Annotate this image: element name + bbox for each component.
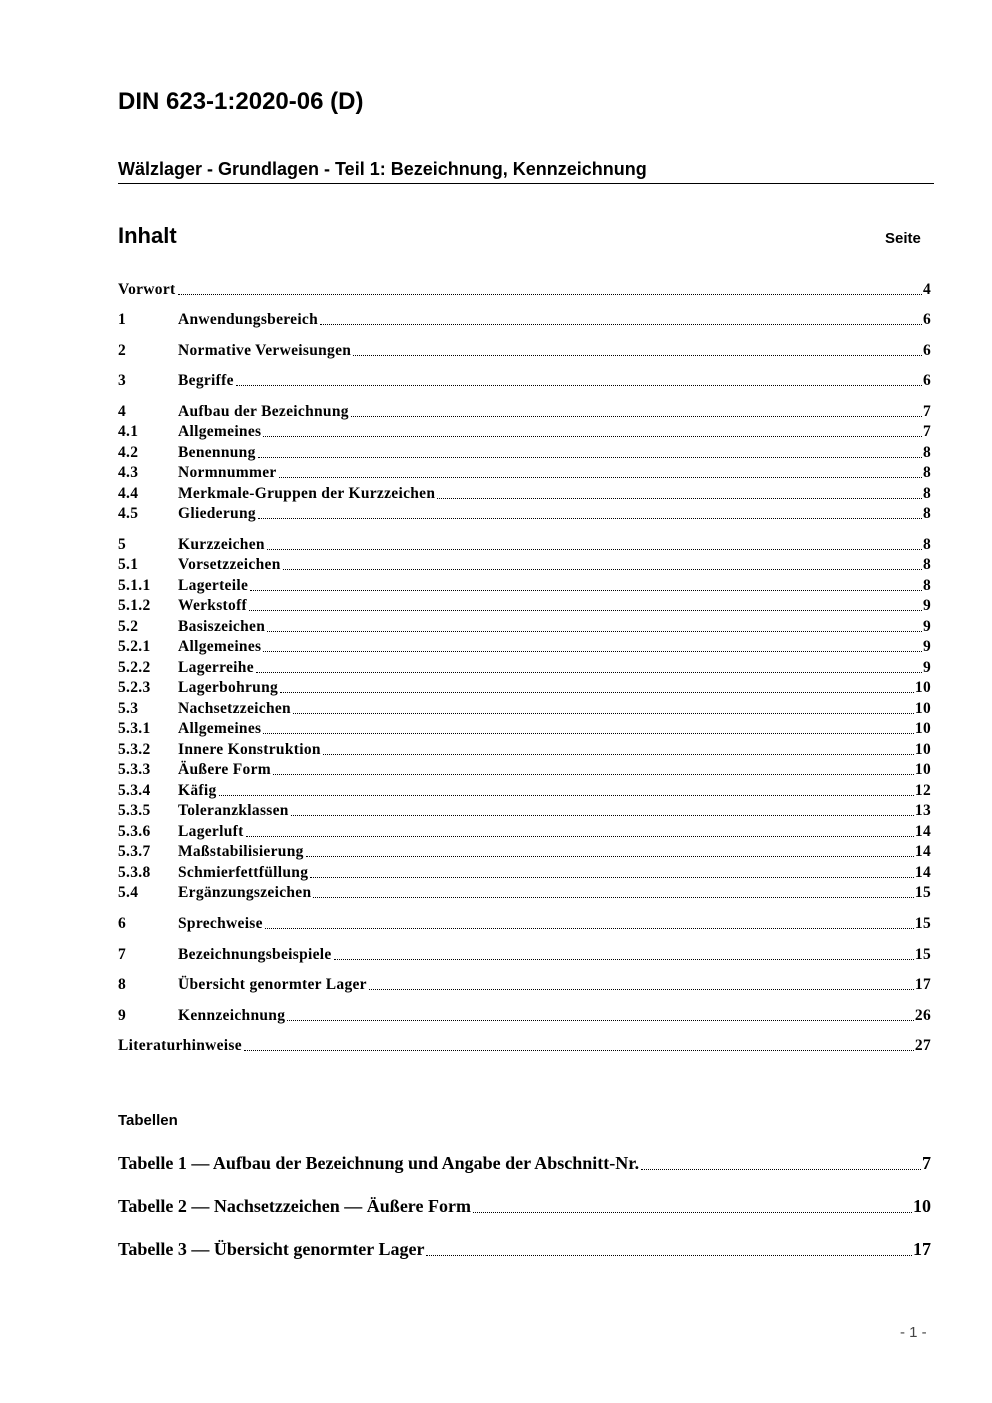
- toc-leader-dots: [291, 815, 914, 816]
- toc-entry-number: 5.3.3: [118, 761, 151, 778]
- toc-entry-page: 26: [914, 1007, 931, 1024]
- toc-leader-dots: [279, 477, 922, 478]
- toc-entry-label: Allgemeines: [178, 638, 262, 655]
- toc-entry-label: Vorsetzzeichen: [178, 556, 281, 573]
- toc-entry-label: Ergänzungszeichen: [178, 884, 312, 901]
- toc-entry-page: 8: [922, 556, 931, 573]
- toc-entry-label: Gliederung: [178, 505, 256, 522]
- toc-leader-dots: [263, 651, 922, 652]
- toc-entry-label: Allgemeines: [178, 720, 262, 737]
- toc-entry-number: 4.4: [118, 485, 139, 502]
- toc-entry-number: 4: [118, 403, 127, 420]
- toc-entry-label: Werkstoff: [178, 597, 247, 614]
- toc-entry-label: Übersicht genormter Lager: [178, 976, 367, 993]
- document-title: DIN 623-1:2020-06 (D): [118, 88, 364, 115]
- toc-leader-dots: [426, 1255, 912, 1256]
- toc-leader-dots: [256, 672, 922, 673]
- toc-entry-label: Käfig: [178, 782, 217, 799]
- document-subtitle: Wälzlager - Grundlagen - Teil 1: Bezeichnung, Kennzeichnung: [118, 159, 934, 184]
- toc-leader-dots: [263, 436, 922, 437]
- table-entry-page: 10: [913, 1196, 931, 1216]
- toc-entry-page: 9: [922, 618, 931, 635]
- toc-entry[interactable]: [118, 484, 931, 504]
- toc-entry-label: Äußere Form: [178, 761, 271, 778]
- toc-entry[interactable]: [118, 914, 931, 934]
- toc-leader-dots: [265, 928, 914, 929]
- toc-entry-label: Begriffe: [178, 372, 234, 389]
- toc-entry-label: Basiszeichen: [178, 618, 266, 635]
- toc-leader-dots: [334, 959, 914, 960]
- toc-entry-label: Vorwort: [118, 281, 176, 298]
- toc-entry[interactable]: [118, 822, 931, 842]
- toc-entry-number: 5.2.3: [118, 679, 151, 696]
- toc-entry-number: 4.3: [118, 464, 139, 481]
- toc-entry-number: 3: [118, 372, 127, 389]
- toc-entry[interactable]: [118, 443, 931, 463]
- toc-leader-dots: [250, 590, 922, 591]
- toc-entry-page: 10: [914, 741, 931, 758]
- toc-entry-label: Schmierfettfüllung: [178, 864, 309, 881]
- toc-entry-page: 14: [914, 864, 931, 881]
- toc-entry-number: 5.3: [118, 700, 139, 717]
- toc-entry[interactable]: [118, 1006, 931, 1026]
- table-entry-page: 7: [922, 1153, 931, 1173]
- toc-entry[interactable]: [118, 945, 931, 965]
- toc-entry[interactable]: [118, 781, 931, 801]
- toc-entry[interactable]: [118, 678, 931, 698]
- toc-entry-number: 7: [118, 946, 127, 963]
- toc-entry-number: 8: [118, 976, 127, 993]
- toc-entry[interactable]: [118, 975, 931, 995]
- toc-entry-page: 8: [922, 485, 931, 502]
- toc-entry-label: Aufbau der Bezeichnung: [178, 403, 349, 420]
- toc-entry-label: Normnummer: [178, 464, 277, 481]
- toc-entry[interactable]: [118, 504, 931, 524]
- toc-entry-page: 10: [914, 679, 931, 696]
- toc-entry-label: Literaturhinweise: [118, 1037, 242, 1054]
- toc-entry-page: 15: [914, 946, 931, 963]
- toc-entry[interactable]: [118, 842, 931, 862]
- toc-entry-page: 14: [914, 843, 931, 860]
- toc-leader-dots: [320, 324, 922, 325]
- toc-entry-label: Nachsetzzeichen: [178, 700, 291, 717]
- toc-entry-label: Bezeichnungsbeispiele: [178, 946, 332, 963]
- toc-entry-page: 7: [922, 403, 931, 420]
- toc-entry[interactable]: [118, 883, 931, 903]
- toc-entry-page: 13: [914, 802, 931, 819]
- toc-entry-page: 9: [922, 597, 931, 614]
- toc-entry-page: 6: [922, 342, 931, 359]
- toc-entry[interactable]: [118, 535, 931, 555]
- toc-entry-number: 5.1.2: [118, 597, 151, 614]
- toc-entry[interactable]: [118, 310, 931, 330]
- toc-entry[interactable]: [118, 617, 931, 637]
- toc-entry-number: 6: [118, 915, 127, 932]
- toc-entry-number: 5.3.6: [118, 823, 151, 840]
- toc-entry-page: 6: [922, 311, 931, 328]
- toc-leader-dots: [258, 518, 922, 519]
- toc-entry[interactable]: [118, 637, 931, 657]
- toc-leader-dots: [437, 498, 922, 499]
- toc-entry-number: 5: [118, 536, 127, 553]
- toc-entry-page: 8: [922, 577, 931, 594]
- toc-entry-number: 5.3.5: [118, 802, 151, 819]
- toc-entry[interactable]: [118, 760, 931, 780]
- toc-entry-page: 8: [922, 536, 931, 553]
- toc-entry-page: 10: [914, 720, 931, 737]
- toc-entry-page: 10: [914, 700, 931, 717]
- toc-leader-dots: [267, 631, 922, 632]
- toc-entry-number: 5.2.1: [118, 638, 151, 655]
- toc-entry-number: 4.2: [118, 444, 139, 461]
- toc-entry-page: 9: [922, 659, 931, 676]
- toc-entry-number: 5.1: [118, 556, 139, 573]
- toc-entry-number: 4.1: [118, 423, 139, 440]
- toc-leader-dots: [323, 754, 914, 755]
- toc-entry-number: 5.2.2: [118, 659, 151, 676]
- toc-entry-page: 14: [914, 823, 931, 840]
- toc-leader-dots: [244, 1050, 914, 1051]
- toc-entry-label: Anwendungsbereich: [178, 311, 319, 328]
- toc-entry-number: 5.3.1: [118, 720, 151, 737]
- toc-entry-label: Lagerteile: [178, 577, 249, 594]
- toc-entry-number: 5.3.8: [118, 864, 151, 881]
- toc-entry-label: Maßstabilisierung: [178, 843, 304, 860]
- toc-entry-page: 8: [922, 464, 931, 481]
- table-entry-label: Tabelle 1 — Aufbau der Bezeichnung und Angabe der Abschnitt-Nr.: [118, 1153, 640, 1173]
- toc-entry-label: Normative Verweisungen: [178, 342, 352, 359]
- tables-heading: Tabellen: [118, 1112, 178, 1129]
- toc-leader-dots: [351, 416, 922, 417]
- toc-entry[interactable]: [118, 699, 931, 719]
- toc-leader-dots: [310, 877, 914, 878]
- footer-page-number: - 1 -: [900, 1324, 927, 1341]
- toc-entry-label: Allgemeines: [178, 423, 262, 440]
- toc-entry[interactable]: [118, 719, 931, 739]
- toc-entry-label: Kurzzeichen: [178, 536, 265, 553]
- toc-entry-page: 15: [914, 915, 931, 932]
- toc-entry-page: 12: [914, 782, 931, 799]
- toc-page-column-label: Seite: [885, 230, 921, 247]
- toc-entry-label: Benennung: [178, 444, 256, 461]
- toc-entry-number: 5.4: [118, 884, 139, 901]
- table-list-entry[interactable]: [118, 1237, 931, 1261]
- toc-entry-number: 1: [118, 311, 127, 328]
- toc-entry-label: Kennzeichnung: [178, 1007, 286, 1024]
- table-entry-page: 17: [913, 1239, 931, 1259]
- toc-entry[interactable]: [118, 463, 931, 483]
- toc-entry[interactable]: [118, 740, 931, 760]
- toc-entry-page: 17: [914, 976, 931, 993]
- toc-leader-dots: [263, 733, 914, 734]
- toc-entry-label: Lagerreihe: [178, 659, 254, 676]
- toc-leader-dots: [353, 355, 922, 356]
- toc-leader-dots: [641, 1169, 921, 1170]
- toc-entry-number: 9: [118, 1007, 127, 1024]
- toc-leader-dots: [306, 856, 914, 857]
- toc-heading: Inhalt: [118, 223, 177, 248]
- toc-leader-dots: [473, 1212, 912, 1213]
- toc-entry[interactable]: [118, 371, 931, 391]
- toc-entry[interactable]: [118, 1036, 931, 1056]
- toc-leader-dots: [258, 457, 922, 458]
- toc-entry[interactable]: [118, 596, 931, 616]
- toc-leader-dots: [246, 836, 914, 837]
- table-entry-label: Tabelle 2 — Nachsetzzeichen — Äußere Form: [118, 1196, 471, 1216]
- toc-entry-page: 6: [922, 372, 931, 389]
- toc-entry-label: Sprechweise: [178, 915, 263, 932]
- toc-entry[interactable]: [118, 555, 931, 575]
- toc-entry-page: 10: [914, 761, 931, 778]
- table-list-entry[interactable]: [118, 1194, 931, 1218]
- toc-entry[interactable]: [118, 658, 931, 678]
- toc-entry[interactable]: [118, 341, 931, 361]
- toc-entry[interactable]: [118, 422, 931, 442]
- toc-leader-dots: [178, 294, 922, 295]
- toc-leader-dots: [287, 1020, 914, 1021]
- toc-entry[interactable]: [118, 801, 931, 821]
- toc-entry[interactable]: [118, 280, 931, 300]
- toc-entry[interactable]: [118, 402, 931, 422]
- toc-entry-number: 5.3.7: [118, 843, 151, 860]
- toc-entry-number: 2: [118, 342, 127, 359]
- toc-entry-label: Merkmale-Gruppen der Kurzzeichen: [178, 485, 436, 502]
- toc-entry-number: 5.3.2: [118, 741, 151, 758]
- toc-entry-page: 9: [922, 638, 931, 655]
- toc-entry-label: Lagerbohrung: [178, 679, 279, 696]
- toc-entry-page: 4: [922, 281, 931, 298]
- toc-entry[interactable]: [118, 863, 931, 883]
- toc-entry-number: 5.2: [118, 618, 139, 635]
- toc-entry-page: 15: [914, 884, 931, 901]
- toc-leader-dots: [280, 692, 914, 693]
- toc-leader-dots: [313, 897, 913, 898]
- toc-entry-label: Lagerluft: [178, 823, 244, 840]
- toc-leader-dots: [249, 610, 922, 611]
- toc-leader-dots: [283, 569, 922, 570]
- toc-entry-label: Toleranzklassen: [178, 802, 289, 819]
- toc-entry-page: 27: [914, 1037, 931, 1054]
- toc-leader-dots: [273, 774, 914, 775]
- toc-leader-dots: [267, 549, 922, 550]
- table-list-entry[interactable]: [118, 1151, 931, 1175]
- toc-leader-dots: [219, 795, 914, 796]
- toc-entry-number: 5.1.1: [118, 577, 151, 594]
- toc-entry-page: 8: [922, 444, 931, 461]
- toc-entry-number: 4.5: [118, 505, 139, 522]
- toc-leader-dots: [369, 989, 914, 990]
- toc-entry-label: Innere Konstruktion: [178, 741, 321, 758]
- toc-entry-page: 8: [922, 505, 931, 522]
- toc-entry[interactable]: [118, 576, 931, 596]
- toc-entry-number: 5.3.4: [118, 782, 151, 799]
- table-entry-label: Tabelle 3 — Übersicht genormter Lager: [118, 1239, 425, 1259]
- toc-leader-dots: [236, 385, 922, 386]
- toc-entry-page: 7: [922, 423, 931, 440]
- toc-leader-dots: [293, 713, 914, 714]
